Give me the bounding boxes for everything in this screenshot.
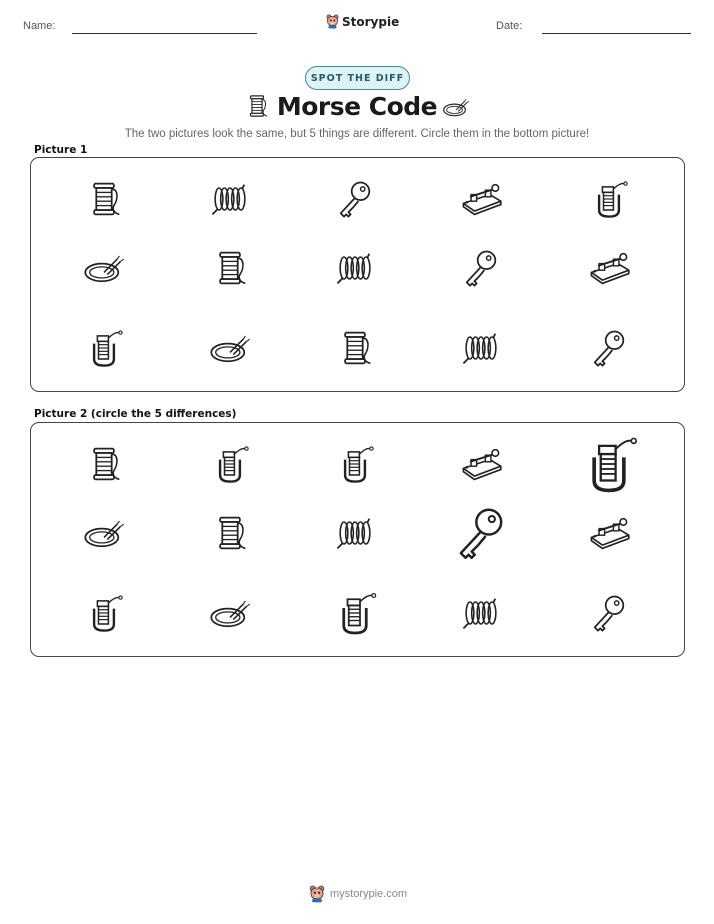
battery-icon (587, 177, 631, 221)
picture-2-label: Picture 2 (circle the 5 differences) (34, 408, 237, 420)
picture-1-battery-1-5 (587, 177, 631, 221)
picture-1-key-3-5 (587, 326, 631, 370)
picture-1-spool-1-1 (82, 177, 126, 221)
key-icon (587, 591, 631, 635)
picture-1-coil-3-4 (459, 326, 503, 370)
spool-icon (333, 326, 377, 370)
coil-icon (208, 177, 252, 221)
picture-2-battery-3-1[interactable] (82, 591, 126, 635)
cable-icon (208, 591, 252, 635)
telegraph-icon (459, 177, 503, 221)
battery-icon (330, 588, 380, 638)
picture-2-telegraph-2-5[interactable] (587, 511, 631, 555)
coil-icon (333, 511, 377, 555)
battery-icon (82, 591, 126, 635)
picture-1-coil-2-3 (333, 246, 377, 290)
telegraph-icon (587, 511, 631, 555)
picture-1-cable-2-1 (82, 246, 126, 290)
picture-2-spool-1-1[interactable] (82, 442, 126, 486)
cable-icon (208, 326, 252, 370)
title-spool-icon (244, 92, 270, 125)
instructions-text: The two pictures look the same, but 5 things are different. Circle them in the bottom picture! (124, 128, 590, 140)
picture-2-battery-1-2[interactable] (208, 442, 252, 486)
picture-2-telegraph-1-4[interactable] (459, 442, 503, 486)
picture-2-key-3-5[interactable] (587, 591, 631, 635)
coil-icon (459, 591, 503, 635)
name-line[interactable] (72, 33, 257, 34)
spot-the-diff-badge: SPOT THE DIFF (305, 66, 410, 90)
cable-icon (82, 511, 126, 555)
picture-2-key-2-4[interactable] (450, 502, 512, 564)
coil-icon (333, 246, 377, 290)
bear-mascot-icon (326, 14, 339, 29)
picture-1-key-2-4 (459, 246, 503, 290)
telegraph-icon (459, 442, 503, 486)
footer-url: mystorypie.com (330, 888, 408, 900)
name-label: Name: (23, 20, 56, 32)
picture-2-battery-3-3[interactable] (330, 588, 380, 638)
date-label: Date: (496, 20, 523, 32)
spool-icon (208, 511, 252, 555)
spool-icon (82, 442, 126, 486)
picture-2-cable-3-2[interactable] (208, 591, 252, 635)
picture-2-coil-3-4[interactable] (459, 591, 503, 635)
key-icon (459, 246, 503, 290)
picture-1-cable-3-2 (208, 326, 252, 370)
picture-1-battery-3-1 (82, 326, 126, 370)
picture-1-key-1-3 (333, 177, 377, 221)
picture-2-cable-2-1[interactable] (82, 511, 126, 555)
brand-logo (326, 14, 399, 29)
brand-name: Storypie (342, 14, 400, 29)
picture-1-telegraph-2-5 (587, 246, 631, 290)
title-cable-icon (440, 94, 472, 125)
battery-icon (82, 326, 126, 370)
spool-icon (82, 177, 126, 221)
picture-2-battery-1-3[interactable] (333, 442, 377, 486)
picture-1-telegraph-1-4 (459, 177, 503, 221)
key-icon (333, 177, 377, 221)
battery-icon (576, 431, 642, 497)
picture-2-panel[interactable] (30, 422, 685, 657)
picture-1-spool-2-2 (208, 246, 252, 290)
picture-1-coil-1-2 (208, 177, 252, 221)
battery-icon (333, 442, 377, 486)
footer-bear-icon (309, 885, 325, 903)
picture-2-battery-1-5[interactable] (576, 431, 642, 497)
picture-1-spool-3-3 (333, 326, 377, 370)
key-icon (450, 502, 512, 564)
picture-1-label: Picture 1 (34, 144, 88, 156)
date-line[interactable] (542, 33, 691, 34)
cable-icon (82, 246, 126, 290)
picture-1-panel (30, 157, 685, 392)
telegraph-icon (587, 246, 631, 290)
page-title: Morse Code (276, 92, 438, 121)
picture-2-coil-2-3[interactable] (333, 511, 377, 555)
coil-icon (459, 326, 503, 370)
key-icon (587, 326, 631, 370)
spool-icon (208, 246, 252, 290)
battery-icon (208, 442, 252, 486)
footer (309, 885, 407, 903)
picture-2-spool-2-2[interactable] (208, 511, 252, 555)
